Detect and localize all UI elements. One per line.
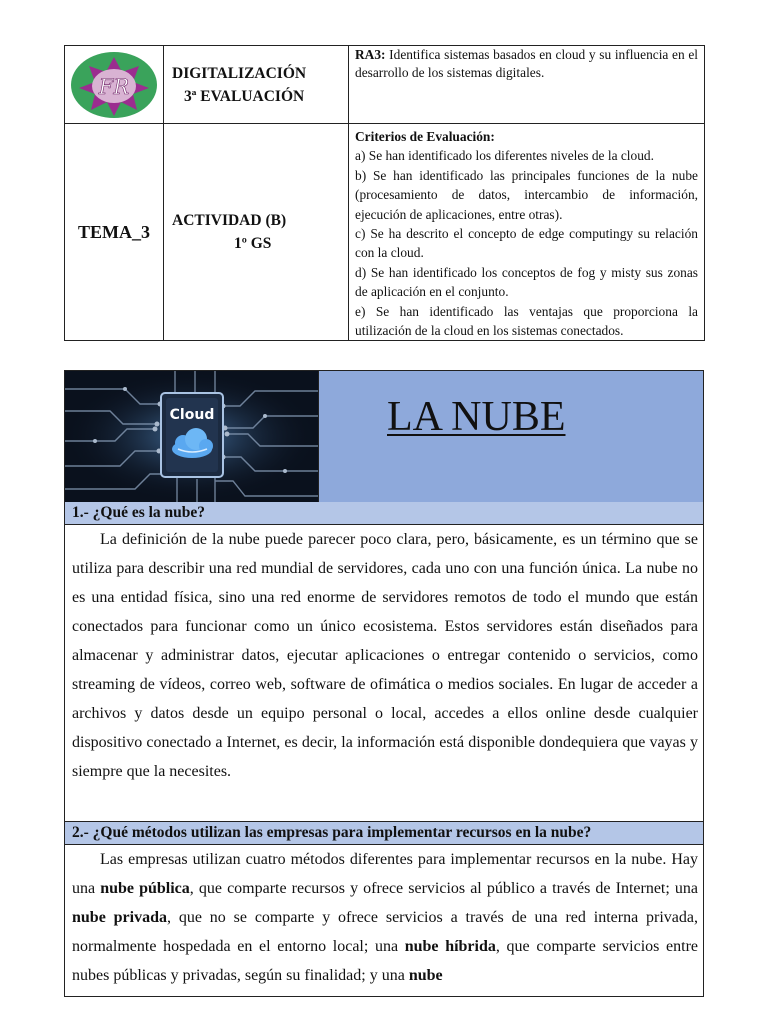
page-title: LA NUBE	[387, 394, 566, 440]
term-public-cloud: nube pública	[100, 880, 190, 897]
criteria-item: c) Se ha descrito el concepto de edge computingy su relación con la cloud.	[355, 226, 698, 261]
section-1-heading: 1.- ¿Qué es la nube?	[65, 502, 703, 525]
title-banner	[65, 371, 703, 503]
school-logo	[69, 50, 159, 120]
term-private-cloud: nube privada	[72, 909, 167, 926]
activity-cell	[164, 124, 349, 341]
criteria-item: b) Se han identificado las principales funciones de la nube (procesamiento de datos, intercambio de información, ejecución de aplicaciones, entre otras).	[355, 167, 698, 222]
header-table	[64, 45, 705, 341]
criteria-item: d) Se han identificado los conceptos de fog y misty sus zonas de aplicación en el conjunto.	[355, 264, 698, 300]
section-2-text	[72, 845, 698, 990]
criteria-cell	[349, 124, 705, 341]
evaluation-term: 3ª EVALUACIÓN	[184, 87, 305, 105]
text-run: , que comparte recursos y ofrece servicios al público a través de Internet; una	[189, 880, 699, 897]
course-level: 1º GS	[234, 235, 272, 253]
text-run: Las empresas utilizan cuatro métodos diferentes para implementar recursos en la nube. Hay una	[72, 851, 698, 897]
text-run: , que comparte servicios entre nubes públicas y privadas, según su finalidad; y una	[72, 938, 699, 984]
term-hybrid-cloud: nube híbrida	[404, 938, 496, 955]
criteria-item: a) Se han identificado los diferentes niveles de la cloud.	[355, 148, 654, 164]
criteria-item: e) Se han identificado las ventajas que proporciona la utilización de la cloud en los sistemas conectados.	[355, 303, 698, 339]
cloud-chip-label: Cloud	[169, 407, 215, 423]
ra-text: Identifica sistemas basados en cloud y su influencia en el desarrollo de los sistemas digitales.	[355, 47, 698, 80]
activity-name: ACTIVIDAD (B)	[172, 212, 287, 230]
term-cloud: nube	[408, 967, 443, 984]
logo-letters: FR	[98, 74, 130, 99]
topic-label: TEMA_3	[65, 124, 164, 341]
subject-cell	[164, 46, 349, 124]
section-2-heading: 2.- ¿Qué métodos utilizan las empresas para implementar recursos en la nube?	[65, 821, 703, 845]
cloud-circuit-image	[65, 371, 318, 502]
subject-name: DIGITALIZACIÓN	[172, 64, 307, 82]
criteria-title: Criterios de Evaluación:	[355, 129, 495, 144]
logo-cell	[65, 46, 164, 124]
banner-title-panel	[318, 371, 703, 502]
text-run: , que no se comparte y ofrece servicios a través de una red interna privada, normalmente hospedada en el entorno local; una	[72, 909, 699, 955]
learning-outcome	[349, 46, 705, 124]
ra-label: RA3:	[355, 47, 386, 62]
section-1-text: La definición de la nube puede parecer poco clara, pero, básicamente, es un término que se utiliza para describir una red mundial de servidores, cada uno con una función única. La nube no es una entidad física, sino una red enorme de servidores remotos de todo el mundo que están conectados para funcionar como un único ecosistema. Estos servidores están diseñados para almacenar y administrar datos, ejecutar aplicaciones o entregar contenido o servicios, como streaming de vídeos, correo web, software de ofimática o medios sociales. En lugar de acceder a archivos y datos desde un equipo personal o local, accedes a ellos online desde cualquier dispositivo conectado a Internet, es decir, la información está disponible dondequiera que vayas y siempre que la necesites.	[72, 531, 698, 780]
content-box	[64, 370, 704, 997]
